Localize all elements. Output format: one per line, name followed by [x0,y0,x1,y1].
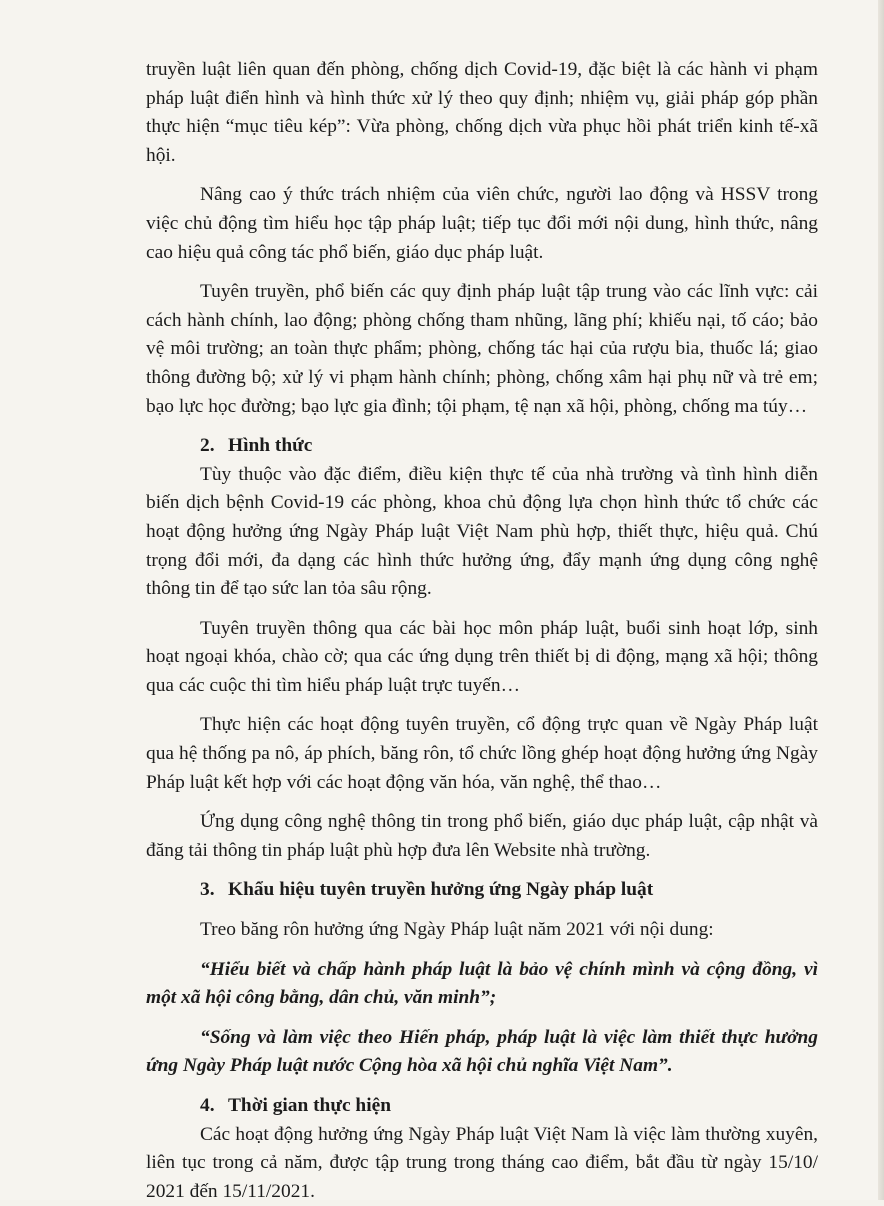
section-heading-timeline [146,1092,818,1121]
section-number: 4. [200,1095,215,1116]
section-number: 3. [200,879,215,901]
section-title: Hình thức [228,435,313,457]
section-heading-slogans [146,876,818,905]
page-edge [878,0,884,1200]
paragraph-propaganda-content: truyền luật liên quan đến phòng, chống dịch Covid-19, đặc biệt là các hành vi phạm pháp luật điển hình và hình thức xử lý theo quy định; nhiệm vụ, giải pháp góp phần thực hiện “mục tiêu kép”: Vừa phòng, chống dịch vừa phục hồi phát triển kinh tế-xã hội. [146,59,818,166]
section-title: Khẩu hiệu tuyên truyền hưởng ứng Ngày pháp luật [228,879,654,901]
section-title: Thời gian thực hiện [228,1095,391,1116]
paragraph-timeline: Các hoạt động hưởng ứng Ngày Pháp luật Việt Nam là việc làm thường xuyên, liên tục trong cả năm, được tập trung trong tháng cao điểm, bắt đầu từ ngày 15/10/ 2021 đến 15/11/2021. [146,1123,818,1202]
document-body [146,56,818,1206]
paragraph-responsibility: Nâng cao ý thức trách nhiệm của viên chức, người lao động và HSSV trong việc chủ động tìm hiểu học tập pháp luật; tiếp tục đổi mới nội dung, hình thức, nâng cao hiệu quả công tác phổ biến, giáo dục pháp luật. [146,184,818,263]
slogan-two: “Sống và làm việc theo Hiến pháp, pháp luật là việc làm thiết thực hưởng ứng Ngày Pháp luật nước Cộng hòa xã hội chủ nghĩa Việt Nam”. [146,1026,818,1077]
paragraph-visual-promotion: Thực hiện các hoạt động tuyên truyền, cổ động trực quan về Ngày Pháp luật qua hệ thống pa nô, áp phích, băng rôn, tổ chức lồng ghép hoạt động hưởng ứng Ngày Pháp luật kết hợp với các hoạt động văn hóa, văn nghệ, thể thao… [146,714,818,793]
slogan-one: “Hiểu biết và chấp hành pháp luật là bảo vệ chính mình và cộng đồng, vì một xã hội công bằng, dân chủ, văn minh”; [146,958,818,1009]
paragraph-form-description: Tùy thuộc vào đặc điểm, điều kiện thực tế của nhà trường và tình hình diễn biến dịch bệnh Covid-19 các phòng, khoa chủ động lựa chọn hình thức tổ chức các hoạt động hưởng ứng Ngày Pháp luật Việt Nam phù hợp, thiết thực, hiệu quả. Chú trọng đổi mới, đa dạng các hình thức hưởng ứng, đẩy mạnh ứng dụng công nghệ thông tin để tạo sức lan tỏa sâu rộng. [146,463,818,600]
section-heading-form [146,432,818,461]
paragraph-it-application: Ứng dụng công nghệ thông tin trong phổ biến, giáo dục pháp luật, cập nhật và đăng tải thông tin pháp luật phù hợp đưa lên Website nhà trường. [146,811,818,861]
paragraph-communication-channels: Tuyên truyền thông qua các bài học môn pháp luật, buổi sinh hoạt lớp, sinh hoạt ngoại khóa, chào cờ; qua các ứng dụng trên thiết bị di động, mạng xã hội; thông qua các cuộc thi tìm hiểu pháp luật trực tuyến… [146,617,818,696]
paragraph-banner-intro: Treo băng rôn hưởng ứng Ngày Pháp luật năm 2021 với nội dung: [200,919,714,941]
section-number: 2. [200,435,215,457]
paragraph-legal-fields: Tuyên truyền, phổ biến các quy định pháp luật tập trung vào các lĩnh vực: cải cách hành chính, lao động; phòng chống tham nhũng, lãng phí; khiếu nại, tố cáo; bảo vệ môi trường; an toàn thực phẩm; phòng, chống tác hại của rượu bia, thuốc lá; giao thông đường bộ; xử lý vi phạm hành chính; phòng, chống xâm hại phụ nữ và trẻ em; bạo lực học đường; bạo lực gia đình; tội phạm, tệ nạn xã hội, phòng, chống ma túy… [146,281,818,417]
